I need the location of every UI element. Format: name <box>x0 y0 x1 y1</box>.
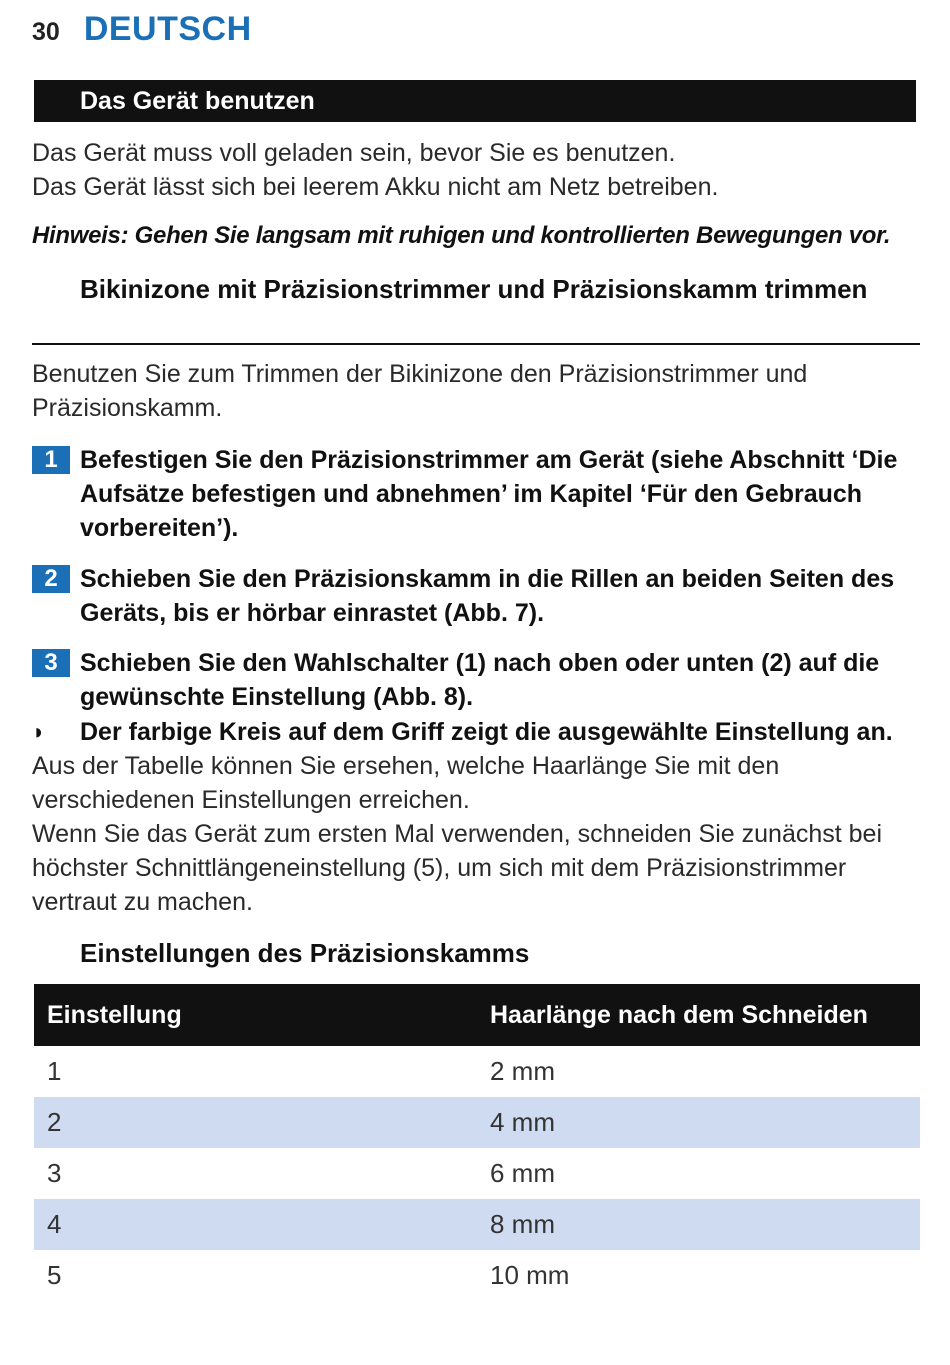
first-use-paragraph: Wenn Sie das Gerät zum ersten Mal verwenden, schneiden Sie zunächst bei höchster Schnittlängeneinstellung (5), um sich mit dem Präzisionstrimmer vertraut zu machen. <box>32 820 882 916</box>
bullet-text: Der farbige Kreis auf dem Griff zeigt die ausgewählte Einstellung an. <box>80 718 893 746</box>
table-cell-length: 8 mm <box>490 1209 555 1239</box>
page-header <box>32 10 252 56</box>
step-text: Befestigen Sie den Präzisionstrimmer am Gerät (siehe Abschnitt ‘Die Aufsätze befestigen und abnehmen’ im Kapitel ‘Für den Gebrauch vorbereiten’). <box>80 446 898 542</box>
table-cell-setting: 4 <box>47 1209 62 1239</box>
table-cell-length: 6 mm <box>490 1158 555 1188</box>
step-text: Schieben Sie den Wahlschalter (1) nach oben oder unten (2) auf die gewünschte Einstellung (Abb. 8). <box>80 649 880 711</box>
language-title: DEUTSCH <box>83 10 252 48</box>
subsection-description: Benutzen Sie zum Trimmen der Bikinizone den Präzisionstrimmer und Präzisionskamm. <box>32 360 808 422</box>
intro-line-2: Das Gerät lässt sich bei leerem Akku nicht am Netz betreiben. <box>32 173 719 201</box>
table-header-hair-length: Haarlänge nach dem Schneiden <box>490 1000 868 1029</box>
intro-line-1: Das Gerät muss voll geladen sein, bevor Sie es benutzen. <box>32 139 676 167</box>
section-title: Das Gerät benutzen <box>80 86 315 115</box>
divider-rule <box>32 343 920 345</box>
table-row <box>34 1250 920 1301</box>
table-cell-setting: 2 <box>47 1107 62 1137</box>
step-number-badge: 3 <box>32 649 70 677</box>
step-3 <box>32 646 922 714</box>
table-cell-setting: 1 <box>47 1056 62 1086</box>
table-header-setting: Einstellung <box>47 1000 182 1029</box>
table-row <box>34 1046 920 1097</box>
table-row <box>34 1199 920 1250</box>
result-bullet <box>32 715 932 749</box>
step-text: Schieben Sie den Präzisionskamm in die Rillen an beiden Seiten des Geräts, bis er hörbar einrastet (Abb. 7). <box>80 565 895 627</box>
page-number: 30 <box>32 18 60 46</box>
section-title-bar <box>34 80 916 122</box>
table-cell-length: 4 mm <box>490 1107 555 1137</box>
step-2 <box>32 562 922 630</box>
settings-table <box>34 984 920 1301</box>
hint-note: Hinweis: Gehen Sie langsam mit ruhigen und kontrollierten Bewegungen vor. <box>32 222 891 249</box>
table-row <box>34 1148 920 1199</box>
subsection-title: Bikinizone mit Präzisionstrimmer und Präzisionskamm trimmen <box>80 274 868 304</box>
table-header-row <box>34 984 920 1046</box>
step-number-badge: 2 <box>32 565 70 593</box>
table-title: Einstellungen des Präzisionskamms <box>80 938 530 968</box>
table-cell-length: 2 mm <box>490 1056 555 1086</box>
table-intro-paragraph: Aus der Tabelle können Sie ersehen, welche Haarlänge Sie mit den verschiedenen Einstellungen erreichen. <box>32 752 780 814</box>
table-row <box>34 1097 920 1148</box>
intro-paragraph <box>32 136 922 204</box>
step-1 <box>32 443 922 545</box>
step-number-badge: 1 <box>32 446 70 474</box>
table-cell-setting: 5 <box>47 1260 62 1290</box>
table-cell-setting: 3 <box>47 1158 62 1188</box>
bullet-icon: ◗ <box>32 719 46 744</box>
table-cell-length: 10 mm <box>490 1260 570 1290</box>
